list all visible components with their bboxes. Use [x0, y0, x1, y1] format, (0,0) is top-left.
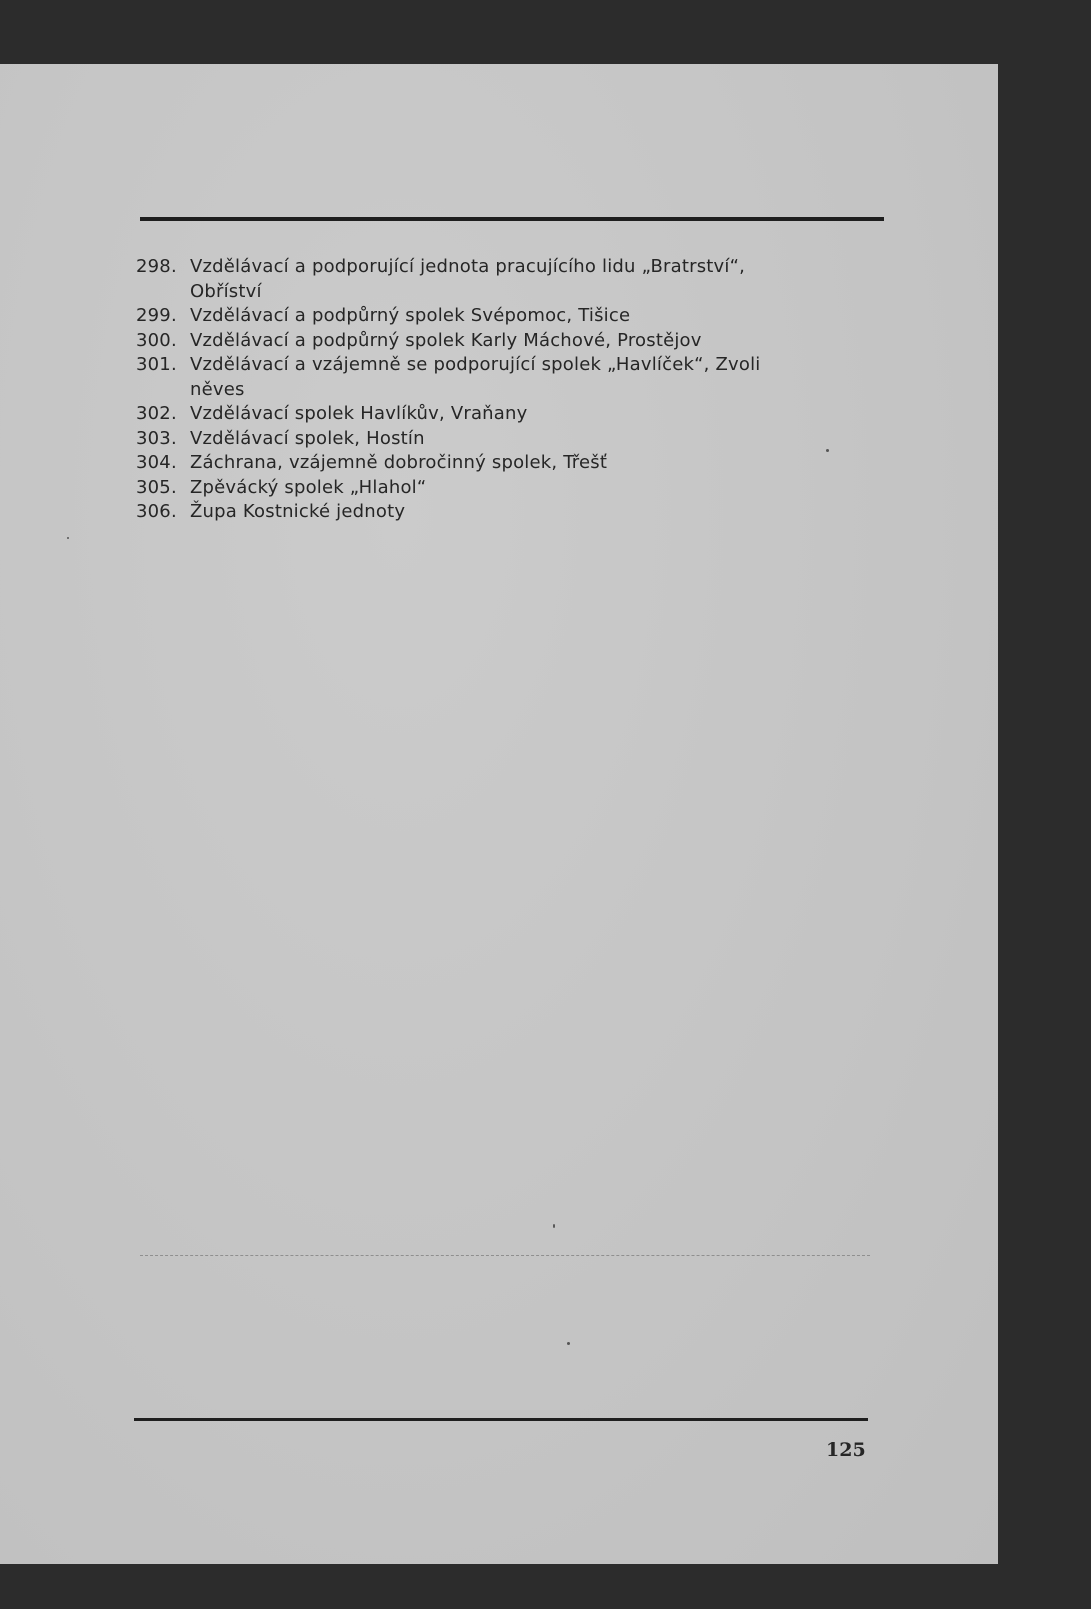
entry-text: Vzdělávací a vzájemně se podporující spolek „Havlíček“, Zvoli něves [190, 354, 761, 400]
entry-text: Vzdělávací spolek, Hostín [190, 427, 425, 449]
dust-speck [553, 1224, 555, 1228]
entry-number: 300. [136, 329, 177, 351]
list-item [136, 329, 896, 354]
list-item [136, 451, 896, 476]
entry-number: 303. [136, 427, 177, 449]
entry-number: 302. [136, 403, 177, 424]
list-item [136, 304, 896, 329]
entry-list [136, 255, 896, 525]
entry-text: Záchrana, vzájemně dobročinný spolek, Třešť [190, 452, 608, 473]
entry-text: Vzdělávací spolek Havlíkův, Vraňany [190, 403, 528, 424]
dotted-rule [140, 1255, 870, 1256]
entry-number: 304. [136, 452, 177, 473]
entry-text: Župa Kostnické jednoty [190, 501, 406, 522]
dust-speck [567, 1342, 570, 1345]
entry-text: Vzdělávací a podporující jednota pracujícího lidu „Bratrství“, Obříství [190, 256, 746, 302]
entry-number: 305. [136, 476, 177, 498]
list-item [136, 427, 896, 452]
list-item [136, 255, 896, 304]
list-item [136, 500, 896, 525]
entry-number: 301. [136, 354, 177, 375]
entry-text: Vzdělávací a podpůrný spolek Karly Máchové, Prostějov [190, 329, 702, 351]
list-item [136, 476, 896, 501]
bottom-rule [134, 1418, 868, 1421]
page-number: 125 [826, 1439, 866, 1461]
dust-speck [67, 537, 69, 539]
entry-text: Vzdělávací a podpůrný spolek Svépomoc, Tišice [190, 305, 631, 326]
list-item [136, 402, 896, 427]
entry-text: Zpěvácký spolek „Hlahol“ [190, 476, 427, 498]
list-item [136, 353, 896, 402]
entry-number: 299. [136, 305, 177, 326]
entry-number: 306. [136, 501, 177, 522]
document-page [0, 64, 998, 1564]
dust-speck [826, 449, 829, 452]
top-rule [140, 217, 884, 221]
entry-number: 298. [136, 256, 177, 277]
